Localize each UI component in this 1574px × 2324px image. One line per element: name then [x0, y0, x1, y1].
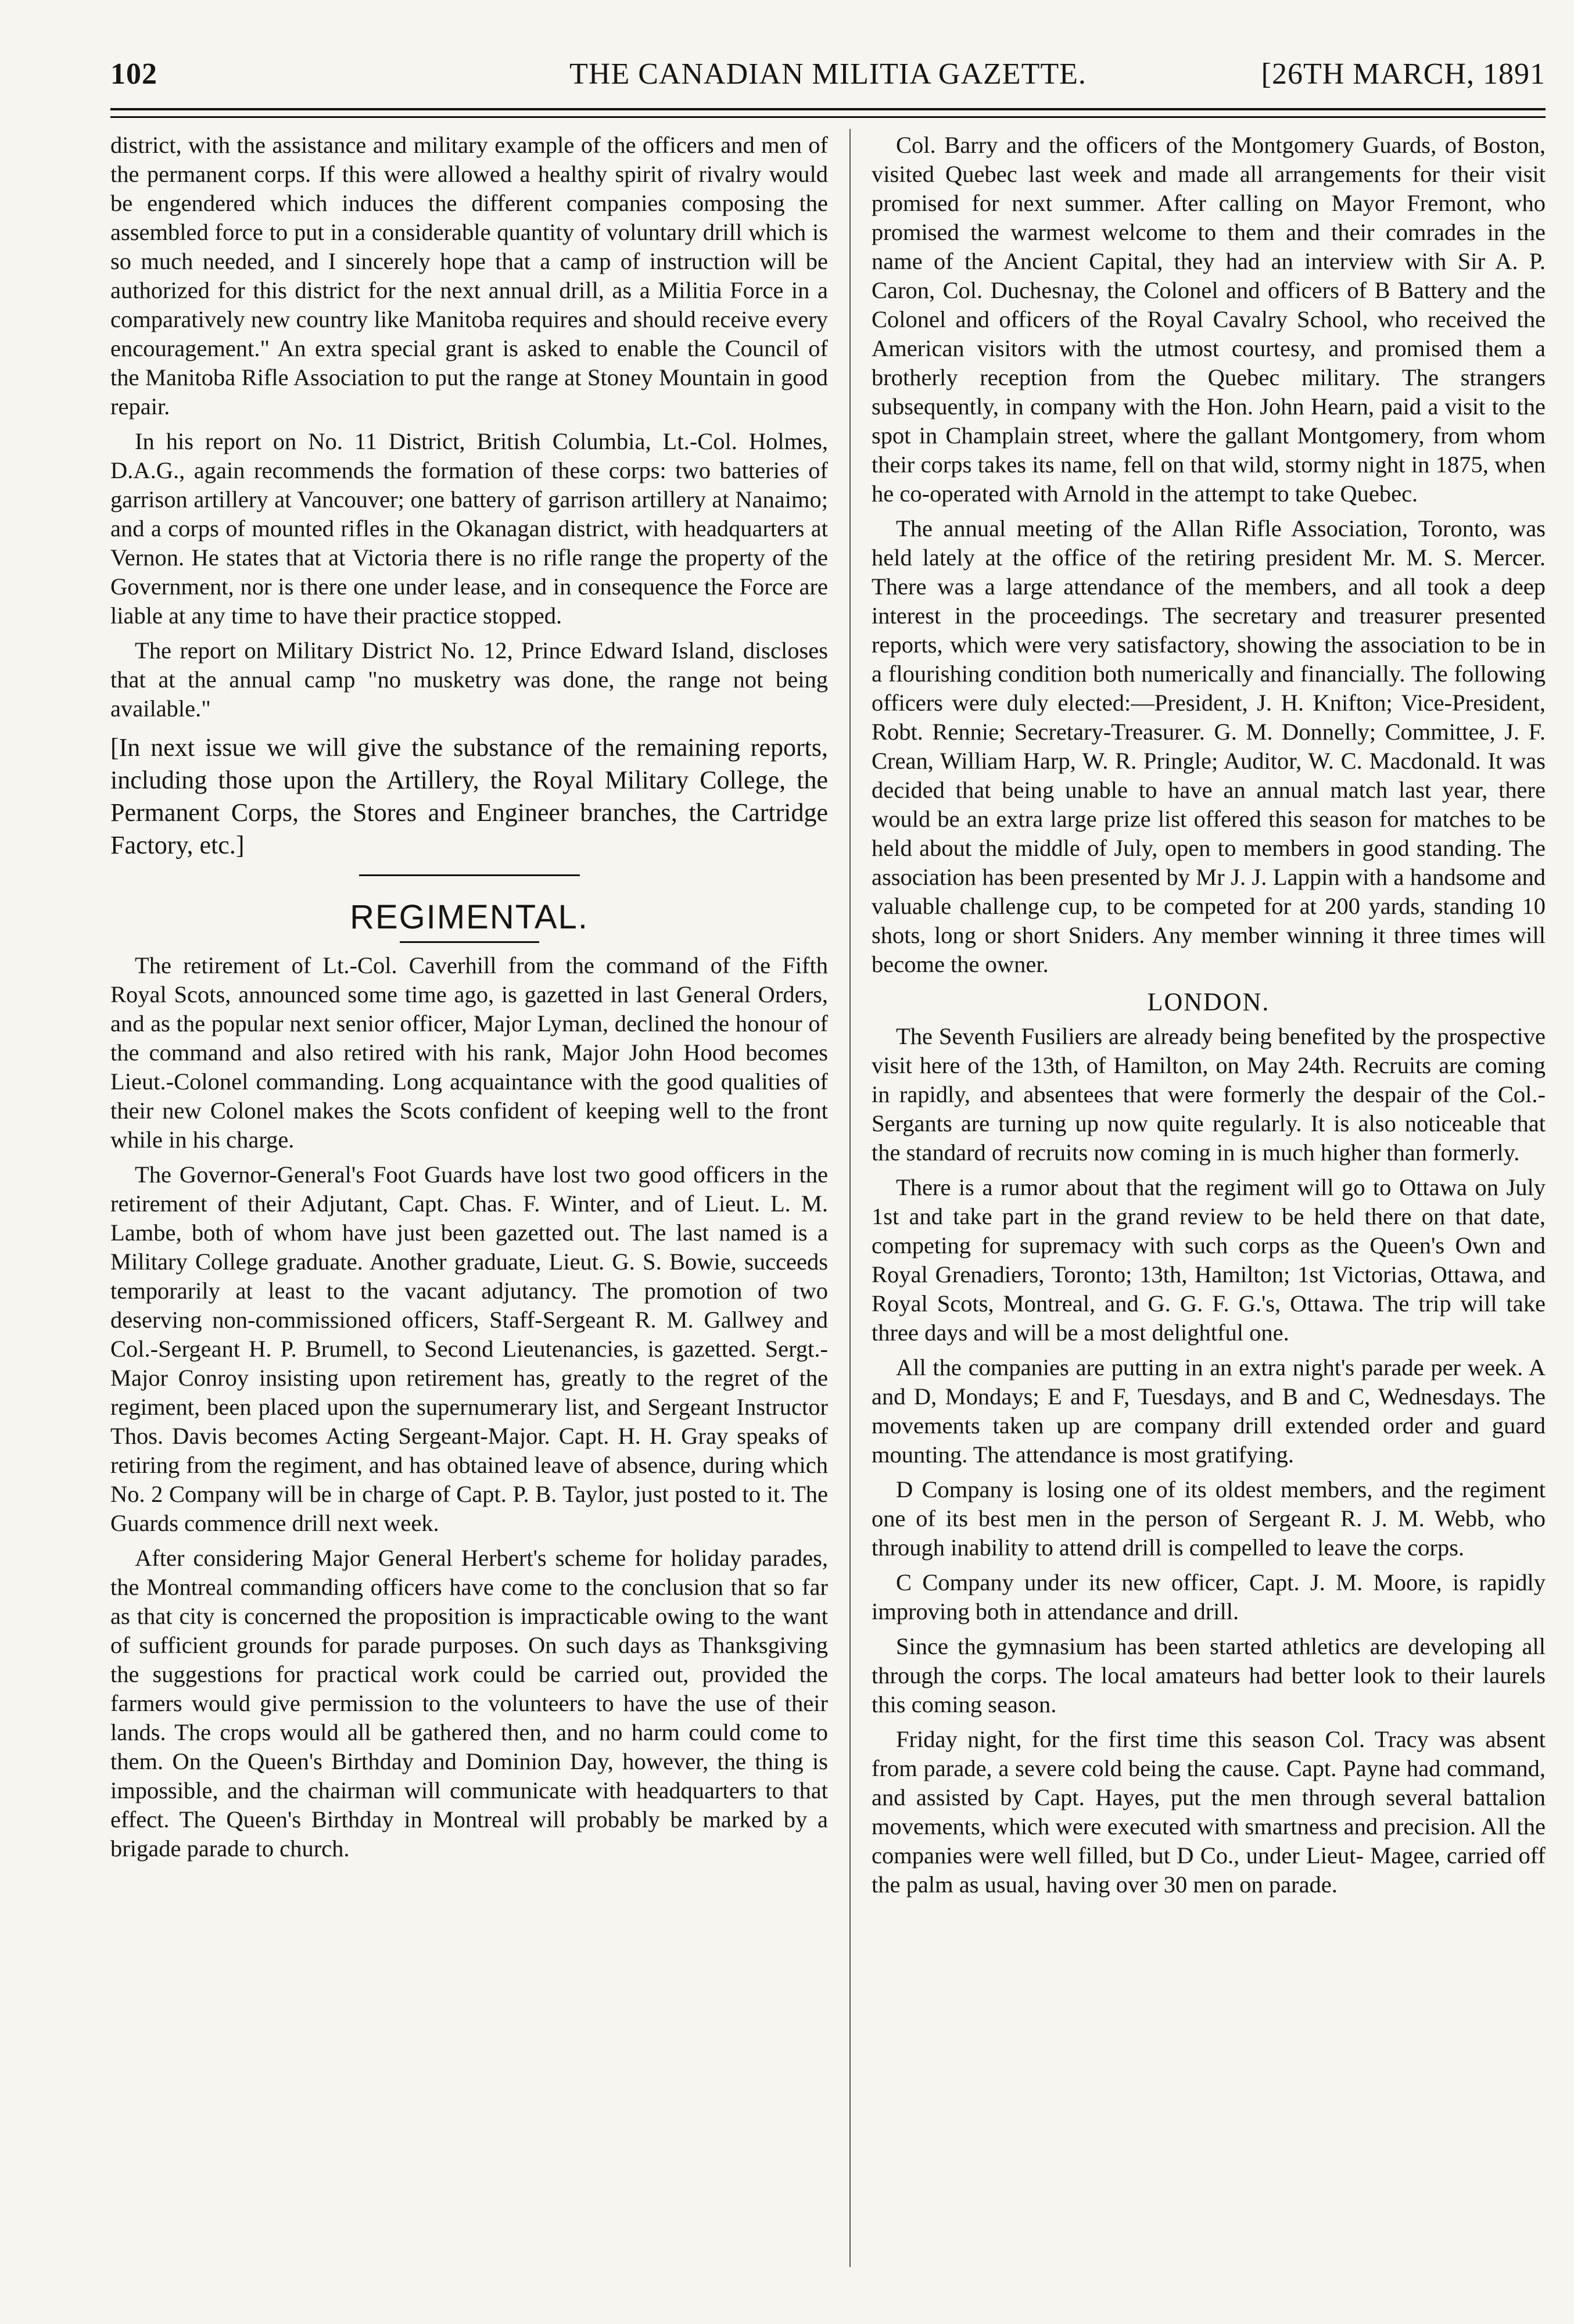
- article-paragraph: Friday night, for the first time this season Col. Tracy was absent from parade, a severe cold being the cause. Capt. Payne had command, and assisted by Capt. Hayes, put the men through several battalion movements, which were executed with smartness and precision. All the companies were well filled, but D Co., under Lieut- Magee, carried off the palm as usual, having over 30 men on parade.: [872, 1726, 1546, 1898]
- left-column: [110, 131, 828, 2280]
- article-paragraph: The report on Military District No. 12, Prince Edward Island, discloses that at the annual camp "no musketry was done, the range not being available.": [110, 637, 828, 722]
- right-column: [872, 131, 1546, 2280]
- header-rule-bottom: [110, 116, 1546, 118]
- column-divider: [849, 129, 851, 2267]
- section-divider: [359, 874, 580, 876]
- article-paragraph: There is a rumor about that the regiment will go to Ottawa on July 1st and take part in the grand review to be held there on that date, competing for supremacy with such corps as the Queen's Own and Royal Grenadiers, Toronto; 13th, Hamilton; 1st Victorias, Ottawa, and Royal Scots, Montreal, and G. G. F. G.'s, Ottawa. The trip will take three days and will be a most delightful one.: [872, 1174, 1546, 1346]
- publication-title: THE CANADIAN MILITIA GAZETTE.: [569, 58, 1087, 91]
- header-rule-top: [110, 108, 1546, 110]
- article-paragraph: C Company under its new officer, Capt. J. M. Moore, is rapidly improving both in attendance and drill.: [872, 1569, 1546, 1624]
- section-divider: [400, 941, 539, 943]
- article-paragraph: D Company is losing one of its oldest members, and the regiment one of its best men in the person of Sergeant R. J. M. Webb, who through inability to attend drill is compelled to leave the corps.: [872, 1476, 1546, 1561]
- article-paragraph: Col. Barry and the officers of the Montgomery Guards, of Boston, visited Quebec last week and made all arrangements for their visit promised for next summer. After calling on Mayor Fremont, who promised the warmest welcome to them and their comrades in the name of the Ancient Capital, they had an interview with Sir A. P. Caron, Col. Duchesnay, the Colonel and officers of B Battery and the Colonel and officers of the Royal Cavalry School, who received the American visitors with the utmost courtesy, and promised them a brotherly reception from the Quebec military. The strangers subsequently, in company with the Hon. John Hearn, paid a visit to the spot in Champlain street, where the gallant Montgomery, from whom their corps takes its name, fell on that wild, stormy night in 1875, when he co-operated with Arnold in the attempt to take Quebec.: [872, 132, 1546, 507]
- article-paragraph: All the companies are putting in an extra night's parade per week. A and D, Mondays; E and F, Tuesdays, and B and C, Wednesdays. The movements taken up are company drill extended order and guard mounting. The attendance is most gratifying.: [872, 1354, 1546, 1468]
- article-paragraph: Since the gymnasium has been started athletics are developing all through the corps. The local amateurs had better look to their laurels this coming season.: [872, 1633, 1546, 1717]
- article-paragraph: The Governor-General's Foot Guards have lost two good officers in the retirement of their Adjutant, Capt. Chas. F. Winter, and of Lieut. L. M. Lambe, both of whom have just been gazetted out. The last named is a Military College graduate. Another graduate, Lieut. G. S. Bowie, succeeds temporarily at least to the vacant adjutancy. The promotion of two deserving non-commissioned officers, Staff-Sergeant R. M. Gallwey and Col.-Sergeant H. P. Brumell, to Second Lieutenancies, is gazetted. Sergt.-Major Conroy insisting upon retirement has, greatly to the regret of the regiment, been placed upon the supernumerary list, and Sergeant Instructor Thos. Davis becomes Acting Sergeant-Major. Capt. H. H. Gray speaks of retiring from the regiment, and has obtained leave of absence, during which No. 2 Company will be in charge of Capt. P. B. Taylor, just posted to it. The Guards commence drill next week.: [110, 1161, 828, 1536]
- page-number: 102: [110, 58, 157, 91]
- article-paragraph: The annual meeting of the Allan Rifle Association, Toronto, was held lately at the office of the retiring president Mr. M. S. Mercer. There was a large attendance of the members, and all took a deep interest in the proceedings. The secretary and treasurer presented reports, which were very satisfactory, showing the association to be in a flourishing condition both numerically and financially. The following officers were duly elected:—President, J. H. Knifton; Vice-President, Robt. Rennie; Secretary-Treasurer. G. M. Donnelly; Committee, J. F. Crean, William Harp, W. R. Pringle; Auditor, W. C. Macdonald. It was decided that being unable to have an annual match last year, there would be an extra large prize list offered this season for matches to be held about the middle of July, open to members in good standing. The association has been presented by Mr J. J. Lappin with a handsome and valuable challenge cup, to be competed for at 200 yards, standing 10 shots, long or short Sniders. Any member winning it three times will become the owner.: [872, 515, 1546, 977]
- article-paragraph: district, with the assistance and military example of the officers and men of the permanent corps. If this were allowed a healthy spirit of rivalry would be engendered which induces the different companies composing the assembled force to put in a considerable quantity of voluntary drill which is so much needed, and I sincerely hope that a camp of instruction will be authorized for this district for the next annual drill, as a Militia Force in a comparatively new country like Manitoba requires and should receive every encouragement." An extra special grant is asked to enable the Council of the Manitoba Rifle Association to put the range at Stoney Mountain in good repair.: [110, 132, 828, 419]
- issue-date: [26TH MARCH, 1891: [1261, 58, 1546, 91]
- subheading-london: LONDON.: [1147, 988, 1270, 1016]
- article-paragraph: In his report on No. 11 District, British Columbia, Lt.-Col. Holmes, D.A.G., again recommends the formation of these corps: two batteries of garrison artillery at Vancouver; one battery of garrison artillery at Nanaimo; and a corps of mounted rifles in the Okanagan district, with headquarters at Vernon. He states that at Victoria there is no rifle range the property of the Government, nor is there one under lease, and in consequence the Force are liable at any time to have their practice stopped.: [110, 428, 828, 629]
- editor-note: [In next issue we will give the substance of the remaining reports, including those upon the Artillery, the Royal Military College, the Permanent Corps, the Stores and Engineer branches, the Cartridge Factory, etc.]: [110, 733, 828, 859]
- article-paragraph: The retirement of Lt.-Col. Caverhill from the command of the Fifth Royal Scots, announced some time ago, is gazetted in last General Orders, and as the popular next senior officer, Major Lyman, declined the honour of the command and also retired with his rank, Major John Hood becomes Lieut.-Colonel commanding. Long acquaintance with the good qualities of their new Colonel makes the Scots confident of keeping well to the front while in his charge.: [110, 952, 828, 1153]
- section-heading-regimental: REGIMENTAL.: [350, 898, 589, 936]
- article-paragraph: After considering Major General Herbert's scheme for holiday parades, the Montreal commanding officers have come to the conclusion that so far as that city is concerned the proposition is impracticable owing to the want of sufficient grounds for parade purposes. On such days as Thanksgiving the suggestions for practical work could be carried out, provided the farmers would give permission to the volunteers to have the use of their lands. The crops would all be gathered then, and no harm could come to them. On the Queen's Birthday and Dominion Day, however, the thing is impossible, and the chairman will communicate with headquarters to that effect. The Queen's Birthday in Montreal will probably be marked by a brigade parade to church.: [110, 1545, 828, 1862]
- article-paragraph: The Seventh Fusiliers are already being benefited by the prospective visit here of the 13th, of Hamilton, on May 24th. Recruits are coming in rapidly, and absentees that were formerly the despair of the Col.-Sergants are turning up now quite regularly. It is also noticeable that the standard of recruits now coming in is much higher than formerly.: [872, 1023, 1546, 1165]
- masthead: [110, 57, 1546, 98]
